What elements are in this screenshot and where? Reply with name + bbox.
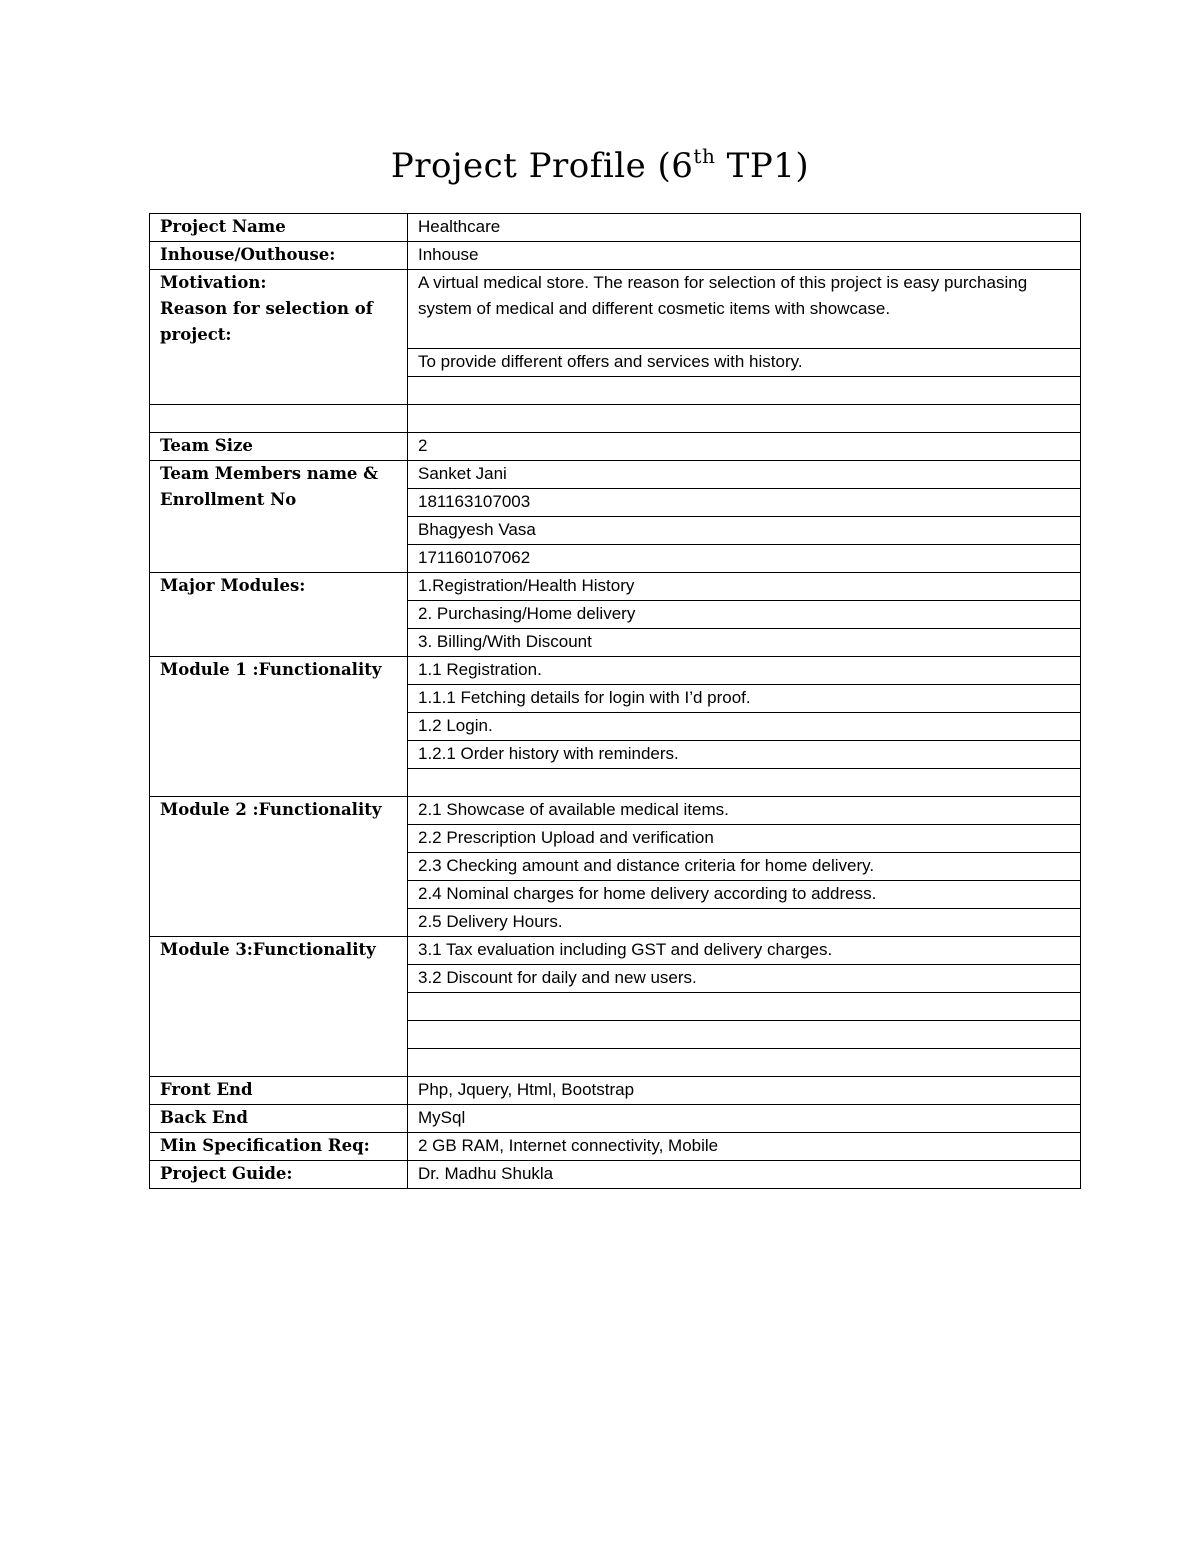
value-module3-2: 3.2 Discount for daily and new users. <box>408 965 1081 993</box>
row-team-members <box>150 461 1081 489</box>
title-superscript: th <box>693 144 716 168</box>
value-motivation-1: A virtual medical store. The reason for selection of this project is easy purchasing system of medical and different cosmetic items with showcase. <box>408 270 1081 349</box>
value-module3-1: 3.1 Tax evaluation including GST and delivery charges. <box>408 937 1081 965</box>
value-min-spec: 2 GB RAM, Internet connectivity, Mobile <box>408 1133 1081 1161</box>
value-module1-1: 1.1 Registration. <box>408 657 1081 685</box>
value-module2-3: 2.3 Checking amount and distance criteria for home delivery. <box>408 853 1081 881</box>
row-blank <box>150 405 1081 433</box>
row-min-spec <box>150 1133 1081 1161</box>
value-back-end: MySql <box>408 1105 1081 1133</box>
row-module2 <box>150 797 1081 825</box>
label-module3: Module 3:Functionality <box>150 937 408 1077</box>
value-module2-5: 2.5 Delivery Hours. <box>408 909 1081 937</box>
row-inhouse <box>150 242 1081 270</box>
value-motivation-3 <box>408 377 1081 405</box>
title-prefix: Project Profile (6 <box>390 146 694 186</box>
row-project-name <box>150 214 1081 242</box>
value-guide: Dr. Madhu Shukla <box>408 1161 1081 1189</box>
value-major-module-1: 1.Registration/Health History <box>408 573 1081 601</box>
label-major-modules: Major Modules: <box>150 573 408 657</box>
value-module3-4 <box>408 1021 1081 1049</box>
title-suffix: TP1) <box>715 146 810 186</box>
label-inhouse: Inhouse/Outhouse: <box>150 242 408 270</box>
row-motivation <box>150 270 1081 349</box>
value-major-module-2: 2. Purchasing/Home delivery <box>408 601 1081 629</box>
label-module2: Module 2 :Functionality <box>150 797 408 937</box>
value-module3-3 <box>408 993 1081 1021</box>
label-front-end: Front End <box>150 1077 408 1105</box>
label-motivation-line2: Reason for selection of project: <box>160 299 373 344</box>
value-inhouse: Inhouse <box>408 242 1081 270</box>
value-team-member-3: Bhagyesh Vasa <box>408 517 1081 545</box>
label-back-end: Back End <box>150 1105 408 1133</box>
label-motivation <box>150 270 408 405</box>
value-module3-5 <box>408 1049 1081 1077</box>
label-module1: Module 1 :Functionality <box>150 657 408 797</box>
value-major-module-3: 3. Billing/With Discount <box>408 629 1081 657</box>
project-profile-table <box>149 213 1081 1189</box>
page-title <box>0 140 1200 192</box>
value-team-size: 2 <box>408 433 1081 461</box>
label-project-name: Project Name <box>150 214 408 242</box>
value-module1-5 <box>408 769 1081 797</box>
value-project-name: Healthcare <box>408 214 1081 242</box>
row-module3 <box>150 937 1081 965</box>
value-team-member-2: 181163107003 <box>408 489 1081 517</box>
row-major-modules <box>150 573 1081 601</box>
value-module2-1: 2.1 Showcase of available medical items. <box>408 797 1081 825</box>
label-motivation-line1: Motivation: <box>160 273 267 292</box>
value-module2-2: 2.2 Prescription Upload and verification <box>408 825 1081 853</box>
value-front-end: Php, Jquery, Html, Bootstrap <box>408 1077 1081 1105</box>
label-min-spec: Min Specification Req: <box>150 1133 408 1161</box>
value-module2-4: 2.4 Nominal charges for home delivery according to address. <box>408 881 1081 909</box>
label-blank <box>150 405 408 433</box>
label-guide: Project Guide: <box>150 1161 408 1189</box>
row-back-end <box>150 1105 1081 1133</box>
value-module1-2: 1.1.1 Fetching details for login with I’d proof. <box>408 685 1081 713</box>
label-team-members: Team Members name & Enrollment No <box>150 461 408 573</box>
value-blank <box>408 405 1081 433</box>
row-module1 <box>150 657 1081 685</box>
row-guide <box>150 1161 1081 1189</box>
value-team-member-4: 171160107062 <box>408 545 1081 573</box>
value-motivation-2: To provide different offers and services with history. <box>408 349 1081 377</box>
value-module1-3: 1.2 Login. <box>408 713 1081 741</box>
row-team-size <box>150 433 1081 461</box>
value-module1-4: 1.2.1 Order history with reminders. <box>408 741 1081 769</box>
value-team-member-1: Sanket Jani <box>408 461 1081 489</box>
row-front-end <box>150 1077 1081 1105</box>
label-team-size: Team Size <box>150 433 408 461</box>
